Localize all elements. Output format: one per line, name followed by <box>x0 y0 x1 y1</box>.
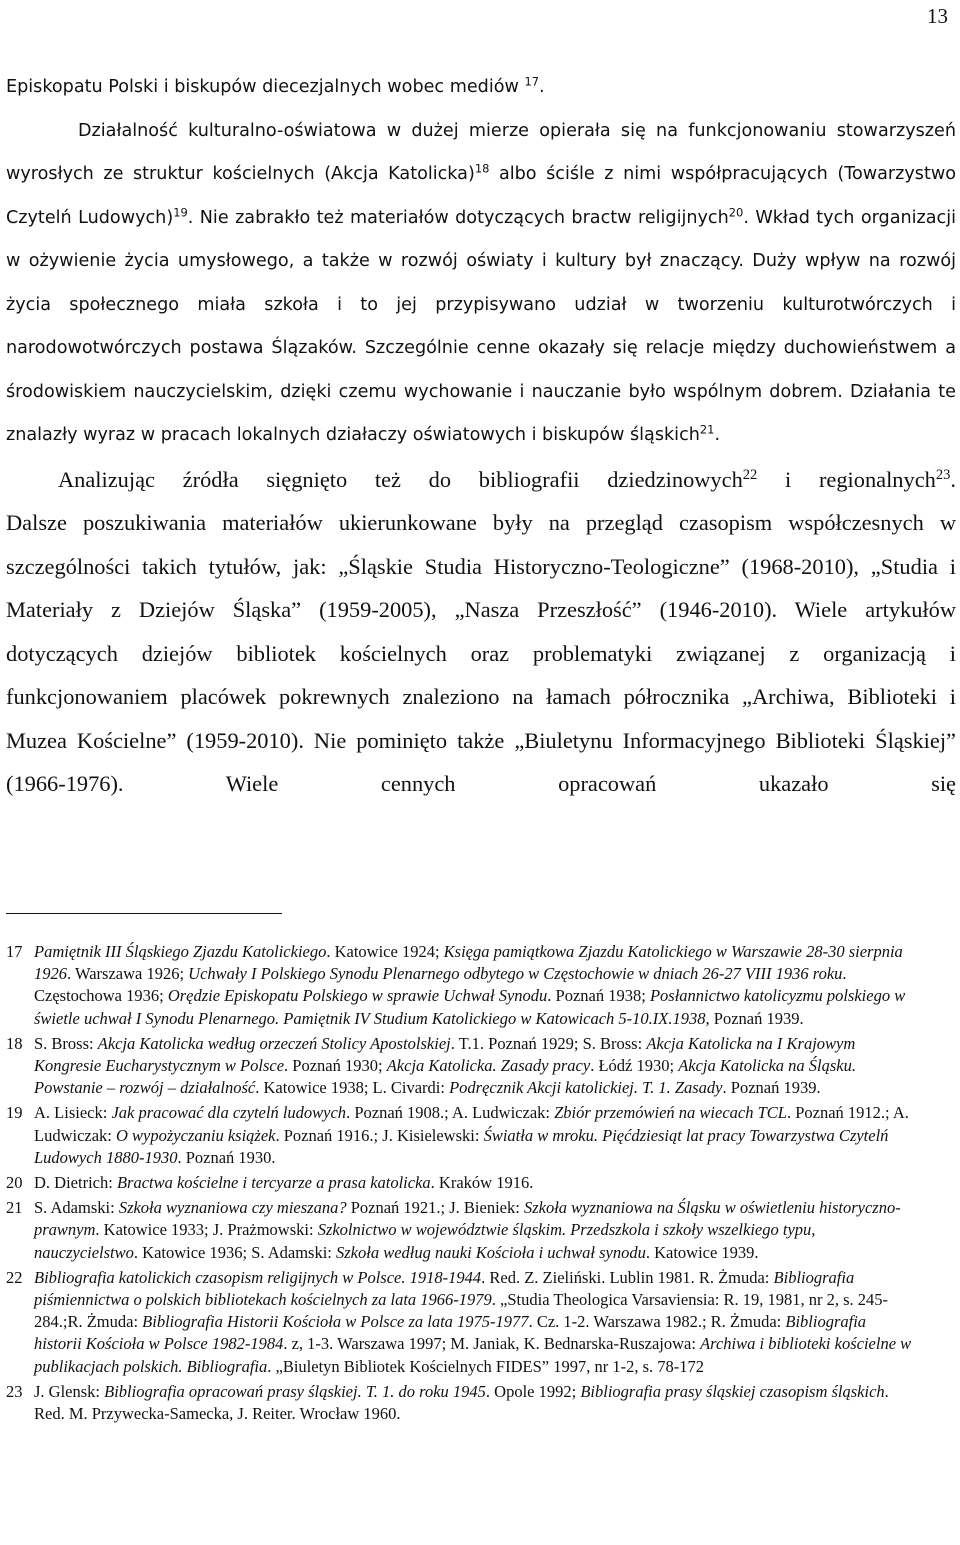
text-run: . z, 1-3. Warszawa 1997; M. Janiak, K. Bednarska-Ruszajowa: <box>283 1334 701 1354</box>
footnote <box>6 1267 956 1378</box>
italic-title: Bibliografia opracowań prasy śląskiej. T. 1. do roku 1945 <box>104 1381 486 1401</box>
footnote-number: 21 <box>6 1198 23 1218</box>
footnote-ref: 18 <box>474 161 490 176</box>
text-run: S. Bross: <box>34 1033 98 1053</box>
text-run: . „Studia Theologica Varsaviensia: R. 19, 1981, nr 2, s. 245-284.;R. Żmuda: <box>34 1290 889 1332</box>
italic-title: Światła w mroku. Pięćdziesiąt lat pracy Towarzystwa Czytelń Ludowych 1880-1930 <box>34 1125 889 1167</box>
text-run: . Częstochowa 1936; <box>34 964 847 1006</box>
text-run: . Kraków 1916. <box>430 1173 534 1193</box>
text-run: . Łódź 1930; <box>590 1056 679 1076</box>
text-run: . Poznań 1930; <box>284 1056 387 1076</box>
footnote <box>6 1172 956 1194</box>
italic-title: Posłannictwo katolicyzmu polskiego w świetle uchwał I Synodu Plenarnego. Pamiętnik IV Studium Katolickiego w Katowicach 5-10.IX.1938 <box>34 986 906 1028</box>
text-run: . Warszawa 1926; <box>67 964 189 984</box>
footnote-ref: 20 <box>728 205 744 220</box>
footnote-separator <box>6 913 282 914</box>
paragraph-bibliographies <box>6 458 956 502</box>
italic-title: Pamiętnik III Śląskiego Zjazdu Katolickiego <box>34 942 327 961</box>
body-text <box>6 66 956 806</box>
italic-title: Bractwa kościelne i tercyarze a prasa katolicka <box>116 1173 431 1193</box>
page-number: 13 <box>927 4 948 28</box>
text-run: . Katowice 1933; J. Prażmowski: <box>95 1220 318 1240</box>
italic-title: Akcja Katolicka na Śląsku. Powstanie – rozwój – działalność <box>34 1056 856 1098</box>
italic-title: O wypożyczaniu książek <box>116 1125 276 1145</box>
italic-title: Zbiór przemówień na wiecach TCL <box>554 1103 787 1123</box>
text-run: . Poznań 1930. <box>177 1147 276 1167</box>
italic-title: Akcja Katolicka według orzeczeń Stolicy Apostolskiej <box>97 1033 451 1053</box>
text-run: D. Dietrich: <box>34 1173 117 1193</box>
text-run: . Nie zabrakło też materiałów dotyczących bractw religijnych <box>187 207 729 228</box>
footnote <box>6 1102 956 1169</box>
text-run: . T.1. Poznań 1929; S. Bross: <box>450 1033 647 1053</box>
text-run: . Katowice 1924; <box>326 942 444 961</box>
text-run: . Red. Z. Zieliński. Lublin 1981. R. Żmuda: <box>481 1267 774 1287</box>
text-run: . Wkład tych organizacji w ożywienie życia umysłowego, a także w rozwój oświaty i kultury był znaczący. Duży wpływ na rozwój życia społecznego miała szkoła i to jej przypisywano udział w tworzeniu kulturotwórczych i narodowotwórczych postawa Ślązaków. Szczególnie cenne okazały się relacje między duchowieństwem a środowiskiem nauczycielskim, dzięki czemu wychowanie i nauczanie było wspólnym dobrem. Działania te znalazły wyraz w pracach lokalnych działaczy oświatowych i biskupów śląskich <box>6 207 956 445</box>
italic-title: Akcja Katolicka na I Krajowym Kongresie Eucharystycznym w Polsce <box>34 1033 856 1076</box>
footnote-text <box>34 1102 956 1169</box>
text-run: . Poznań 1938; <box>547 986 650 1006</box>
paragraph-continuation <box>6 66 956 110</box>
footnote <box>6 1381 956 1425</box>
italic-title: Bibliografia prasy śląskiej czasopism śląskich <box>580 1381 885 1401</box>
footnote-text <box>34 1381 956 1425</box>
text-run: A. Lisieck: <box>34 1103 112 1123</box>
text-run: . Katowice 1939. <box>645 1242 759 1262</box>
footnote-ref: 17 <box>524 74 540 89</box>
italic-title: Szkoła wyznaniowa na Śląsku w oświetleniu historyczno-prawnym <box>34 1198 901 1240</box>
text-run: . Poznań 1908.; A. Ludwiczak: <box>346 1103 555 1123</box>
text-run: albo ściśle z nimi współpracujących (Towarzystwo Czytelń Ludowych) <box>6 164 956 228</box>
italic-title: Podręcznik Akcji katolickiej. T. 1. Zasady <box>449 1078 723 1098</box>
text-run: . <box>950 466 956 492</box>
text-run: . Opole 1992; <box>485 1381 581 1401</box>
text-run: . Katowice 1938; L. Civardi: <box>255 1078 450 1098</box>
footnote-number: 23 <box>6 1381 23 1401</box>
footnote <box>6 1197 956 1264</box>
italic-title: Bibliografia piśmiennictwa o polskich bibliotekach kościelnych za lata 1966-1979 <box>34 1267 855 1310</box>
italic-title: Uchwały I Polskiego Synodu Plenarnego odbytego w Częstochowie w dniach 26-27 VIII 1936 roku <box>188 964 843 984</box>
text-run: . Red. M. Przywecka-Samecka, J. Reiter. Wrocław 1960. <box>34 1381 889 1424</box>
footnote-number: 18 <box>6 1033 23 1053</box>
text-run: Episkopatu Polski i biskupów diecezjalnych wobec mediów <box>6 77 525 97</box>
paragraph-periodicals <box>6 501 956 806</box>
text-run: . Poznań 1939. <box>722 1078 821 1098</box>
footnote-ref: 19 <box>173 205 188 220</box>
italic-title: Szkolnictwo w województwie śląskim. Przedszkola i szkoły wszelkiego typu, nauczycielstwo <box>34 1220 816 1262</box>
text-run: . Katowice 1936; S. Adamski: <box>133 1242 337 1262</box>
footnotes <box>6 941 956 1428</box>
footnote-text <box>34 1033 956 1100</box>
text-run: . Poznań 1912.; A. Ludwiczak: <box>34 1103 909 1145</box>
italic-title: Orędzie Episkopatu Polskiego w sprawie Uchwał Synodu <box>167 986 548 1006</box>
footnote-number: 19 <box>6 1103 23 1123</box>
italic-title: Księga pamiątkowa Zjazdu Katolickiego w Warszawie 28-30 sierpnia 1926 <box>34 942 903 984</box>
footnote <box>6 941 956 1030</box>
footnote-number: 17 <box>6 942 23 961</box>
footnote-text <box>34 1172 956 1194</box>
text-run: . Poznań 1916.; J. Kisielewski: <box>275 1125 484 1145</box>
text-run: J. Glensk: <box>34 1381 105 1401</box>
footnote-number: 20 <box>6 1173 23 1193</box>
text-run: Analizując źródła sięgnięto też do bibliografii dziedzinowych <box>58 466 743 492</box>
text-run: . <box>714 425 721 445</box>
text-run: , Poznań 1939. <box>705 1008 804 1028</box>
italic-title: Jak pracować dla czytelń ludowych <box>111 1103 347 1123</box>
text-run: S. Adamski: <box>34 1198 119 1218</box>
italic-title: Bibliografia katolickich czasopism religijnych w Polsce. 1918-1944 <box>34 1267 482 1287</box>
text-run: i regionalnych <box>757 466 936 492</box>
text-run: . „Biuletyn Bibliotek Kościelnych FIDES” 1997, nr 1-2, s. 78-172 <box>267 1356 705 1376</box>
text-run: Działalność kulturalno-oświatowa w dużej mierze opierała się na funkcjonowaniu stowarzyszeń wyrosłych ze struktur kościelnych (Akcja Katolicka) <box>6 120 956 184</box>
italic-title: Szkoła według nauki Kościoła i uchwał synodu <box>336 1242 646 1262</box>
paragraph-cultural-activity <box>6 110 956 458</box>
footnote-ref: 21 <box>699 422 715 437</box>
italic-title: Akcja Katolicka. Zasady pracy <box>386 1056 591 1076</box>
italic-title: Archiwa i biblioteki kościelne w publikacjach polskich. Bibliografia <box>34 1334 912 1376</box>
text-run: . Cz. 1-2. Warszawa 1982.; R. Żmuda: <box>528 1312 786 1332</box>
footnote-text <box>34 1197 956 1264</box>
italic-title: Bibliografia Historii Kościoła w Polsce za lata 1975-1977 <box>142 1312 529 1332</box>
footnote-number: 22 <box>6 1267 23 1287</box>
text-run: Poznań 1921.; J. Bieniek: <box>346 1198 524 1218</box>
italic-title: Bibliografia historii Kościoła w Polsce 1982-1984 <box>34 1312 867 1354</box>
text-run: . <box>539 77 545 97</box>
italic-title: Szkoła wyznaniowa czy mieszana? <box>118 1198 347 1218</box>
text-run: Dalsze poszukiwania materiałów ukierunkowane były na przegląd czasopism współczesnych w szczególności takich tytułów, jak: „Śląskie Studia Historyczno-Teologiczne” (1968-2010), „Studia i Materiały z Dziejów Śląska” (1959-2005), „Nasza Przeszłość” (1946-2010). Wiele artykułów dotyczących dziejów bibliotek kościelnych oraz problematyki związanej z organizacją i funkcjonowaniem placówek pokrewnych znaleziono na łamach półrocznika „Archiwa, Biblioteki i Muzea Kościelne” (1959-2010). Nie pominięto także „Biuletynu Informacyjnego Biblioteki Śląskiej” (1966-1976). Wiele cennych opracowań ukazało się <box>6 510 956 796</box>
footnote <box>6 1033 956 1100</box>
footnote-text <box>34 941 956 1030</box>
footnote-ref: 23 <box>935 466 951 483</box>
footnote-ref: 22 <box>742 466 758 483</box>
footnote-text <box>34 1267 956 1378</box>
